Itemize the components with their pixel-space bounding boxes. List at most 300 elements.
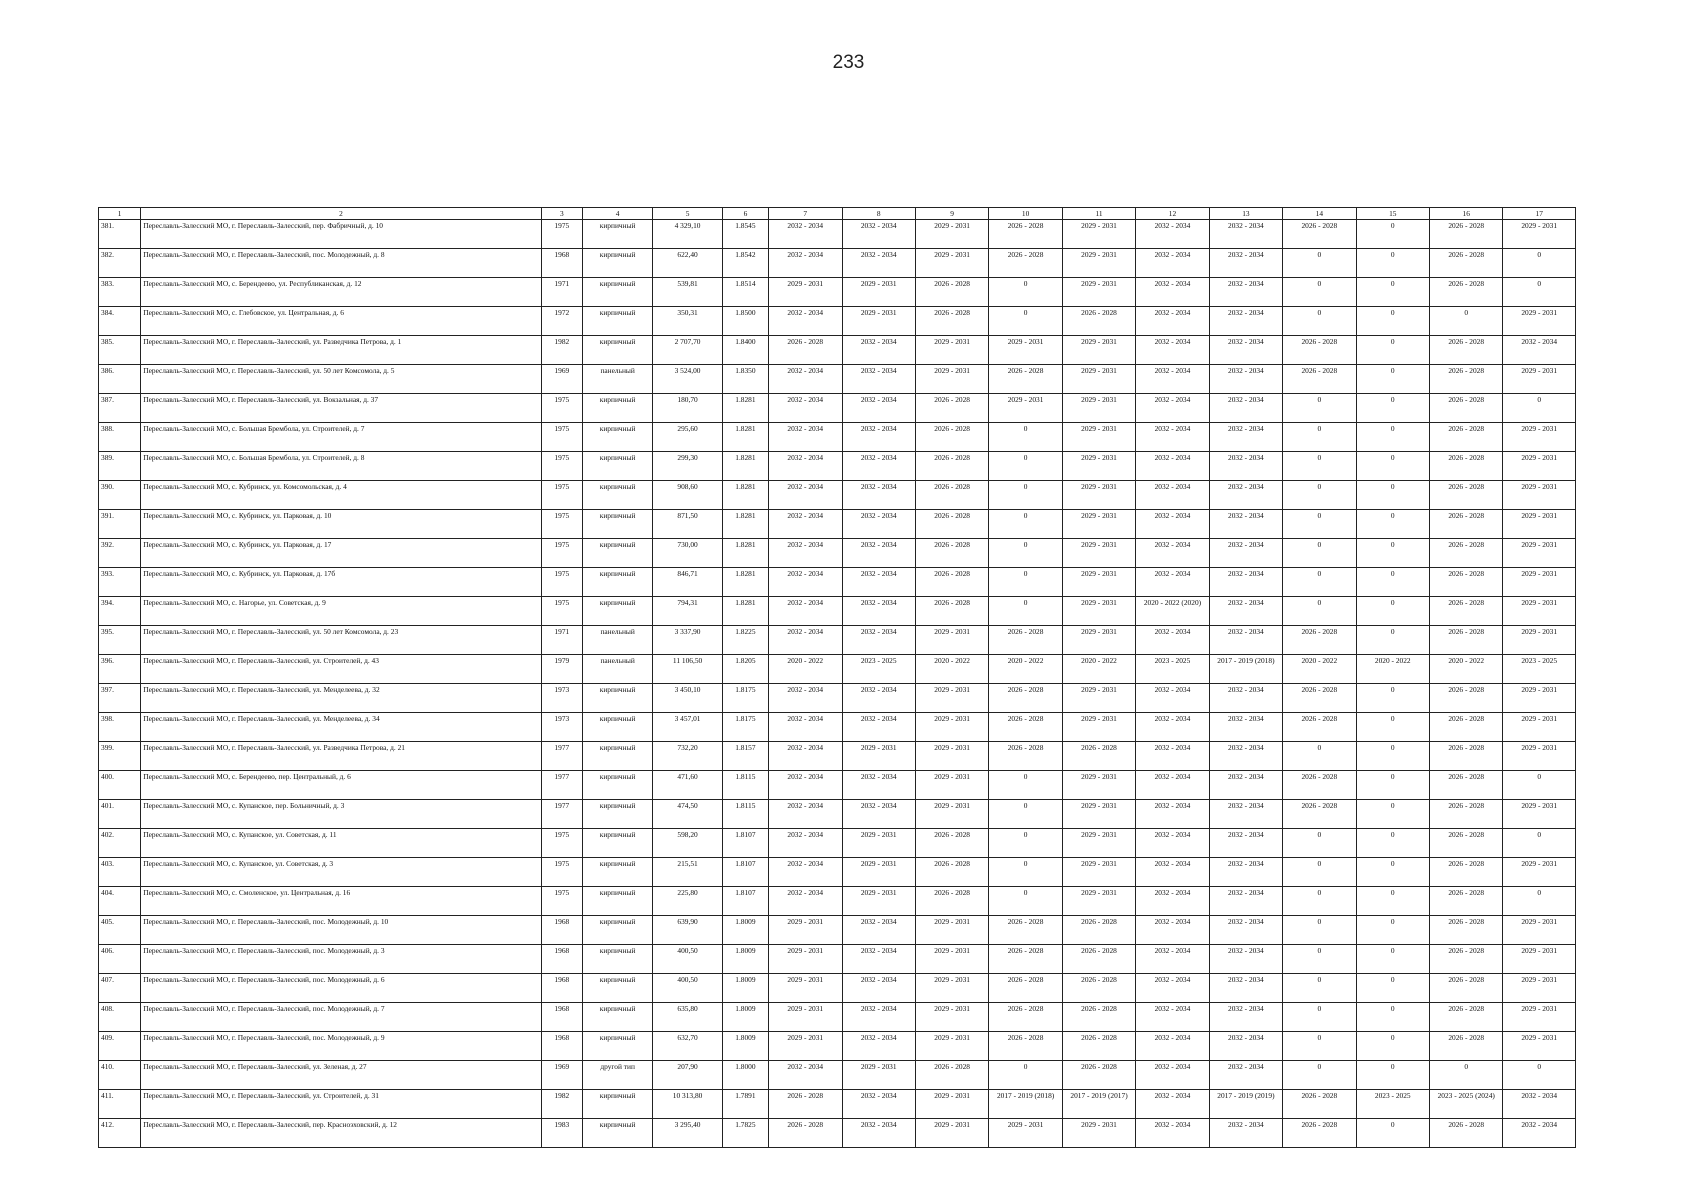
table-cell: 2026 - 2028 xyxy=(1062,307,1135,336)
table-row xyxy=(99,1032,1576,1061)
table-cell: 2032 - 2034 xyxy=(769,742,842,771)
table-cell: 2023 - 2025 xyxy=(1503,655,1576,684)
table-cell: 0 xyxy=(1283,568,1356,597)
table-cell: 0 xyxy=(1356,307,1429,336)
table-cell: 2026 - 2028 xyxy=(1283,220,1356,249)
table-cell: 2026 - 2028 xyxy=(769,336,842,365)
table-cell: 2026 - 2028 xyxy=(1283,1090,1356,1119)
table-cell: 2026 - 2028 xyxy=(1283,365,1356,394)
page-number: 233 xyxy=(832,52,865,73)
table-cell: 1.8514 xyxy=(722,278,768,307)
table-cell: 474,50 xyxy=(653,800,722,829)
table-cell: 2032 - 2034 xyxy=(769,423,842,452)
table-cell: кирпичный xyxy=(582,278,652,307)
table-cell: 2029 - 2031 xyxy=(1503,452,1576,481)
column-number-cell: 6 xyxy=(722,208,768,220)
table-cell: 2026 - 2028 xyxy=(769,1090,842,1119)
table-cell: 2029 - 2031 xyxy=(842,887,915,916)
table-cell: 1975 xyxy=(541,423,582,452)
table-cell: 2032 - 2034 xyxy=(1136,626,1209,655)
table-cell: 0 xyxy=(1503,394,1576,423)
table-cell: 2032 - 2034 xyxy=(1136,1003,1209,1032)
row-number-cell: 395. xyxy=(99,626,141,655)
address-cell: Переславль-Залесский МО, с. Купанское, пер. Больничный, д. 3 xyxy=(141,800,541,829)
table-cell: 2032 - 2034 xyxy=(769,1061,842,1090)
address-cell: Переславль-Залесский МО, с. Кубринск, ул. Парковая, д. 17 xyxy=(141,539,541,568)
column-number-cell: 3 xyxy=(541,208,582,220)
address-cell: Переславль-Залесский МО, г. Переславль-Залесский, пос. Молодежный, д. 10 xyxy=(141,916,541,945)
table-cell: 0 xyxy=(989,1061,1062,1090)
table-cell: кирпичный xyxy=(582,829,652,858)
table-cell: 2029 - 2031 xyxy=(1062,1119,1135,1148)
table-cell: 1975 xyxy=(541,394,582,423)
table-cell: 2029 - 2031 xyxy=(1503,1003,1576,1032)
table-row xyxy=(99,1061,1576,1090)
column-number-cell: 15 xyxy=(1356,208,1429,220)
table-cell: 2032 - 2034 xyxy=(769,539,842,568)
table-cell: 2029 - 2031 xyxy=(915,365,988,394)
table-cell: 2026 - 2028 xyxy=(915,1061,988,1090)
table-cell: кирпичный xyxy=(582,394,652,423)
column-number-cell: 2 xyxy=(141,208,541,220)
table-cell: 1.8545 xyxy=(722,220,768,249)
table-cell: 2026 - 2028 xyxy=(1430,1032,1503,1061)
address-cell: Переславль-Залесский МО, г. Переславль-Залесский, ул. 50 лет Комсомола, д. 5 xyxy=(141,365,541,394)
table-cell: 2032 - 2034 xyxy=(1136,220,1209,249)
table-cell: 1.8225 xyxy=(722,626,768,655)
table-cell: 2029 - 2031 xyxy=(1503,481,1576,510)
row-number-cell: 383. xyxy=(99,278,141,307)
table-cell: 632,70 xyxy=(653,1032,722,1061)
table-cell: кирпичный xyxy=(582,742,652,771)
address-cell: Переславль-Залесский МО, г. Переславль-Залесский, пос. Молодежный, д. 6 xyxy=(141,974,541,1003)
table-cell: панельный xyxy=(582,365,652,394)
table-cell: кирпичный xyxy=(582,1003,652,1032)
table-cell: 1.8107 xyxy=(722,858,768,887)
table-cell: 2029 - 2031 xyxy=(1062,568,1135,597)
table-cell: 2026 - 2028 xyxy=(1430,452,1503,481)
table-cell: 2032 - 2034 xyxy=(1209,684,1282,713)
table-cell: 2032 - 2034 xyxy=(1209,771,1282,800)
table-cell: 2026 - 2028 xyxy=(1062,742,1135,771)
table-cell: 1975 xyxy=(541,481,582,510)
table-cell: 2029 - 2031 xyxy=(1062,684,1135,713)
table-cell: 2026 - 2028 xyxy=(1062,916,1135,945)
table-cell: 2029 - 2031 xyxy=(1062,887,1135,916)
address-cell: Переславль-Залесский МО, с. Берендеево, пер. Центральный, д. 6 xyxy=(141,771,541,800)
table-cell: 2029 - 2031 xyxy=(1062,452,1135,481)
table-cell: 0 xyxy=(1283,1061,1356,1090)
table-cell: 1.8175 xyxy=(722,713,768,742)
table-cell: 2026 - 2028 xyxy=(1430,336,1503,365)
column-number-cell: 16 xyxy=(1430,208,1503,220)
table-cell: кирпичный xyxy=(582,481,652,510)
table-cell: кирпичный xyxy=(582,336,652,365)
table-cell: 1.8281 xyxy=(722,481,768,510)
table-cell: 0 xyxy=(1283,887,1356,916)
table-cell: 0 xyxy=(1503,771,1576,800)
table-row xyxy=(99,539,1576,568)
table-cell: 2032 - 2034 xyxy=(842,713,915,742)
table-cell: 1968 xyxy=(541,945,582,974)
table-row xyxy=(99,713,1576,742)
table-cell: 2026 - 2028 xyxy=(1430,887,1503,916)
column-number-cell: 4 xyxy=(582,208,652,220)
table-cell: 1968 xyxy=(541,916,582,945)
table-cell: 2032 - 2034 xyxy=(1136,858,1209,887)
table-cell: 2026 - 2028 xyxy=(915,858,988,887)
table-cell: 2032 - 2034 xyxy=(1136,1119,1209,1148)
table-cell: кирпичный xyxy=(582,1032,652,1061)
table-cell: 0 xyxy=(1503,829,1576,858)
table-cell: 0 xyxy=(1356,945,1429,974)
table-cell: 0 xyxy=(1356,626,1429,655)
table-cell: 1.8281 xyxy=(722,568,768,597)
table-cell: 2032 - 2034 xyxy=(1136,365,1209,394)
address-cell: Переславль-Залесский МО, с. Берендеево, ул. Республиканская, д. 12 xyxy=(141,278,541,307)
table-cell: кирпичный xyxy=(582,1119,652,1148)
table-cell: 2032 - 2034 xyxy=(1136,1032,1209,1061)
table-cell: кирпичный xyxy=(582,510,652,539)
table-cell: 2029 - 2031 xyxy=(1503,539,1576,568)
table-cell: 2029 - 2031 xyxy=(989,336,1062,365)
table-cell: 2029 - 2031 xyxy=(915,249,988,278)
table-cell: 2032 - 2034 xyxy=(842,1032,915,1061)
table-cell: 0 xyxy=(989,510,1062,539)
table-cell: 2032 - 2034 xyxy=(1136,887,1209,916)
table-cell: 2029 - 2031 xyxy=(1062,336,1135,365)
column-number-cell: 9 xyxy=(915,208,988,220)
table-cell: 2032 - 2034 xyxy=(769,858,842,887)
table-row xyxy=(99,1090,1576,1119)
table-cell: 2029 - 2031 xyxy=(1503,365,1576,394)
table-cell: 2 707,70 xyxy=(653,336,722,365)
table-cell: 2032 - 2034 xyxy=(1136,916,1209,945)
table-cell: 2032 - 2034 xyxy=(842,974,915,1003)
table-cell: 2029 - 2031 xyxy=(1503,916,1576,945)
table-cell: 2032 - 2034 xyxy=(1209,452,1282,481)
table-cell: 2032 - 2034 xyxy=(1209,916,1282,945)
table-cell: 2026 - 2028 xyxy=(915,307,988,336)
table-cell: 2017 - 2019 (2019) xyxy=(1209,1090,1282,1119)
table-cell: 0 xyxy=(1356,597,1429,626)
table-cell: 2026 - 2028 xyxy=(1430,510,1503,539)
table-cell: 2026 - 2028 xyxy=(1062,1032,1135,1061)
table-cell: 0 xyxy=(1356,568,1429,597)
row-number-cell: 397. xyxy=(99,684,141,713)
table-cell: 0 xyxy=(989,858,1062,887)
table-cell: 2029 - 2031 xyxy=(1062,800,1135,829)
table-cell: 2032 - 2034 xyxy=(1209,1061,1282,1090)
table-cell: 1.8350 xyxy=(722,365,768,394)
table-cell: 0 xyxy=(1356,684,1429,713)
table-cell: 2029 - 2031 xyxy=(1062,626,1135,655)
table-row xyxy=(99,597,1576,626)
table-cell: кирпичный xyxy=(582,974,652,1003)
table-cell: 0 xyxy=(1283,1032,1356,1061)
table-cell: 2026 - 2028 xyxy=(915,568,988,597)
table-cell: 299,30 xyxy=(653,452,722,481)
table-row xyxy=(99,452,1576,481)
table-cell: 2023 - 2025 xyxy=(842,655,915,684)
table-cell: 598,20 xyxy=(653,829,722,858)
table-cell: 0 xyxy=(1356,481,1429,510)
table-cell: 1.8009 xyxy=(722,1032,768,1061)
row-number-cell: 386. xyxy=(99,365,141,394)
table-cell: 2029 - 2031 xyxy=(1503,220,1576,249)
table-cell: 0 xyxy=(989,568,1062,597)
table-cell: 1975 xyxy=(541,220,582,249)
table-cell: 1982 xyxy=(541,1090,582,1119)
table-cell: 2029 - 2031 xyxy=(915,684,988,713)
table-row xyxy=(99,220,1576,249)
table-cell: 1968 xyxy=(541,1032,582,1061)
table-cell: 2029 - 2031 xyxy=(769,1032,842,1061)
table-cell: 2029 - 2031 xyxy=(1503,568,1576,597)
table-cell: 2029 - 2031 xyxy=(1062,249,1135,278)
table-cell: 2032 - 2034 xyxy=(1209,423,1282,452)
row-number-cell: 410. xyxy=(99,1061,141,1090)
table-cell: 2029 - 2031 xyxy=(915,336,988,365)
table-cell: 2026 - 2028 xyxy=(1430,916,1503,945)
table-cell: 2029 - 2031 xyxy=(1062,713,1135,742)
table-cell: 1973 xyxy=(541,713,582,742)
row-number-cell: 408. xyxy=(99,1003,141,1032)
address-cell: Переславль-Залесский МО, г. Переславль-Залесский, ул. Разведчика Петрова, д. 21 xyxy=(141,742,541,771)
table-cell: 2032 - 2034 xyxy=(842,568,915,597)
table-cell: 1971 xyxy=(541,278,582,307)
table-cell: 2026 - 2028 xyxy=(1430,829,1503,858)
table-cell: 0 xyxy=(1356,713,1429,742)
table-cell: 0 xyxy=(1356,1003,1429,1032)
table-cell: 2026 - 2028 xyxy=(1430,568,1503,597)
table-cell: 2032 - 2034 xyxy=(1136,742,1209,771)
row-number-cell: 404. xyxy=(99,887,141,916)
table-cell: 2032 - 2034 xyxy=(1503,1119,1576,1148)
table-cell: 2026 - 2028 xyxy=(989,626,1062,655)
table-cell: 2026 - 2028 xyxy=(1062,945,1135,974)
table-cell: 0 xyxy=(1283,394,1356,423)
address-cell: Переславль-Залесский МО, г. Переславль-Залесский, ул. Менделеева, д. 32 xyxy=(141,684,541,713)
table-cell: 2029 - 2031 xyxy=(1503,684,1576,713)
table-cell: 2026 - 2028 xyxy=(1430,220,1503,249)
row-number-cell: 382. xyxy=(99,249,141,278)
table-row xyxy=(99,307,1576,336)
table-cell: 2032 - 2034 xyxy=(1209,887,1282,916)
table-cell: 1973 xyxy=(541,684,582,713)
table-cell: 2032 - 2034 xyxy=(769,800,842,829)
table-cell: 1975 xyxy=(541,510,582,539)
table-cell: 2020 - 2022 xyxy=(1062,655,1135,684)
table-cell: 2029 - 2031 xyxy=(842,278,915,307)
table-cell: 2029 - 2031 xyxy=(915,1119,988,1148)
table-cell: 2026 - 2028 xyxy=(1430,771,1503,800)
table-cell: 2032 - 2034 xyxy=(842,481,915,510)
table-cell: 2026 - 2028 xyxy=(1430,1119,1503,1148)
table-cell: 0 xyxy=(1503,278,1576,307)
column-number-cell: 11 xyxy=(1062,208,1135,220)
table-cell: 2032 - 2034 xyxy=(1209,336,1282,365)
table-cell: 2029 - 2031 xyxy=(989,1119,1062,1148)
table-cell: 1.8205 xyxy=(722,655,768,684)
table-cell: 2032 - 2034 xyxy=(1209,394,1282,423)
table-cell: 2017 - 2019 (2017) xyxy=(1062,1090,1135,1119)
table-cell: 2029 - 2031 xyxy=(915,713,988,742)
table-cell: кирпичный xyxy=(582,539,652,568)
table-cell: 1.8115 xyxy=(722,800,768,829)
table-cell: кирпичный xyxy=(582,249,652,278)
table-cell: 2023 - 2025 (2024) xyxy=(1430,1090,1503,1119)
table-cell: 908,60 xyxy=(653,481,722,510)
table-cell: 732,20 xyxy=(653,742,722,771)
table-cell: кирпичный xyxy=(582,771,652,800)
table-cell: 3 450,10 xyxy=(653,684,722,713)
table-cell: кирпичный xyxy=(582,597,652,626)
table-cell: 2029 - 2031 xyxy=(769,278,842,307)
table-cell: 622,40 xyxy=(653,249,722,278)
table-cell: 2032 - 2034 xyxy=(1136,974,1209,1003)
table-cell: 0 xyxy=(1430,307,1503,336)
table-cell: 0 xyxy=(1356,249,1429,278)
table-cell: 2026 - 2028 xyxy=(1283,713,1356,742)
table-cell: 0 xyxy=(989,771,1062,800)
table-cell: 635,80 xyxy=(653,1003,722,1032)
table-cell: 2032 - 2034 xyxy=(769,249,842,278)
table-cell: 2032 - 2034 xyxy=(1503,336,1576,365)
table-row xyxy=(99,278,1576,307)
table-cell: 2032 - 2034 xyxy=(842,1090,915,1119)
address-cell: Переславль-Залесский МО, с. Кубринск, ул. Комсомольская, д. 4 xyxy=(141,481,541,510)
table-cell: 2026 - 2028 xyxy=(915,510,988,539)
row-number-cell: 409. xyxy=(99,1032,141,1061)
table-cell: 2032 - 2034 xyxy=(1136,307,1209,336)
table-cell: 2023 - 2025 xyxy=(1136,655,1209,684)
table-cell: 1.8281 xyxy=(722,452,768,481)
column-number-row xyxy=(99,208,1576,220)
table-cell: 3 457,01 xyxy=(653,713,722,742)
table-cell: 0 xyxy=(1283,974,1356,1003)
table-cell: кирпичный xyxy=(582,713,652,742)
column-number-cell: 14 xyxy=(1283,208,1356,220)
table-cell: 3 337,90 xyxy=(653,626,722,655)
table-cell: 2032 - 2034 xyxy=(1136,1061,1209,1090)
table-cell: 2032 - 2034 xyxy=(769,452,842,481)
table-cell: 2026 - 2028 xyxy=(1430,713,1503,742)
row-number-cell: 394. xyxy=(99,597,141,626)
table-cell: 2026 - 2028 xyxy=(989,742,1062,771)
table-cell: 2029 - 2031 xyxy=(769,974,842,1003)
table-cell: 0 xyxy=(1503,1061,1576,1090)
table-cell: 2032 - 2034 xyxy=(1209,249,1282,278)
table-cell: 2026 - 2028 xyxy=(989,974,1062,1003)
table-cell: 350,31 xyxy=(653,307,722,336)
row-number-cell: 400. xyxy=(99,771,141,800)
table-cell: 2032 - 2034 xyxy=(842,336,915,365)
row-number-cell: 393. xyxy=(99,568,141,597)
table-cell: 0 xyxy=(1283,916,1356,945)
table-cell: 0 xyxy=(1283,249,1356,278)
table-cell: 1968 xyxy=(541,974,582,1003)
table-cell: 2026 - 2028 xyxy=(989,684,1062,713)
table-cell: 400,50 xyxy=(653,945,722,974)
row-number-cell: 389. xyxy=(99,452,141,481)
table-cell: 2026 - 2028 xyxy=(1283,800,1356,829)
table-cell: 2029 - 2031 xyxy=(915,1032,988,1061)
table-cell: 2029 - 2031 xyxy=(1062,423,1135,452)
table-cell: 0 xyxy=(1283,307,1356,336)
table-cell: 0 xyxy=(989,481,1062,510)
table-cell: 2032 - 2034 xyxy=(842,249,915,278)
address-cell: Переславль-Залесский МО, г. Переславль-Залесский, ул. 50 лет Комсомола, д. 23 xyxy=(141,626,541,655)
column-number-cell: 8 xyxy=(842,208,915,220)
table-cell: 2026 - 2028 xyxy=(1062,1003,1135,1032)
address-cell: Переславль-Залесский МО, г. Переславль-Залесский, ул. Зеленая, д. 27 xyxy=(141,1061,541,1090)
table-cell: 2029 - 2031 xyxy=(1062,481,1135,510)
table-cell: 2026 - 2028 xyxy=(915,481,988,510)
table-cell: 225,80 xyxy=(653,887,722,916)
table-cell: 1.8107 xyxy=(722,887,768,916)
table-cell: 2029 - 2031 xyxy=(915,916,988,945)
table-cell: 1975 xyxy=(541,887,582,916)
table-cell: панельный xyxy=(582,626,652,655)
column-number-cell: 10 xyxy=(989,208,1062,220)
table-cell: 2020 - 2022 xyxy=(1356,655,1429,684)
table-cell: 1.7891 xyxy=(722,1090,768,1119)
table-row xyxy=(99,974,1576,1003)
table-cell: 2032 - 2034 xyxy=(1136,278,1209,307)
table-row xyxy=(99,800,1576,829)
row-number-cell: 406. xyxy=(99,945,141,974)
table-cell: 0 xyxy=(1356,974,1429,1003)
table-cell: 2029 - 2031 xyxy=(915,742,988,771)
table-cell: 0 xyxy=(1283,539,1356,568)
table-cell: 2026 - 2028 xyxy=(989,249,1062,278)
table-cell: 10 313,80 xyxy=(653,1090,722,1119)
address-cell: Переславль-Залесский МО, с. Купанское, ул. Советская, д. 3 xyxy=(141,858,541,887)
table-cell: 1.8281 xyxy=(722,510,768,539)
table-cell: 11 106,50 xyxy=(653,655,722,684)
table-cell: 4 329,10 xyxy=(653,220,722,249)
table-cell: 2029 - 2031 xyxy=(769,945,842,974)
table-cell: 0 xyxy=(1283,481,1356,510)
table-cell: кирпичный xyxy=(582,452,652,481)
table-cell: 0 xyxy=(989,452,1062,481)
table-cell: 2029 - 2031 xyxy=(915,626,988,655)
address-cell: Переславль-Залесский МО, г. Переславль-Залесский, пер. Красноэховский, д. 12 xyxy=(141,1119,541,1148)
table-cell: 0 xyxy=(989,800,1062,829)
table-cell: 2032 - 2034 xyxy=(1209,800,1282,829)
table-cell: 0 xyxy=(989,539,1062,568)
table-cell: 0 xyxy=(1356,742,1429,771)
table-row xyxy=(99,510,1576,539)
table-cell: 2026 - 2028 xyxy=(989,1003,1062,1032)
table-cell: 1.8542 xyxy=(722,249,768,278)
table-cell: 2032 - 2034 xyxy=(769,887,842,916)
table-cell: 2026 - 2028 xyxy=(1430,539,1503,568)
table-cell: 2023 - 2025 xyxy=(1356,1090,1429,1119)
table-cell: 2032 - 2034 xyxy=(1136,829,1209,858)
table-cell: 1977 xyxy=(541,742,582,771)
row-number-cell: 391. xyxy=(99,510,141,539)
table-cell: 2032 - 2034 xyxy=(1209,858,1282,887)
table-cell: 400,50 xyxy=(653,974,722,1003)
table-cell: 2032 - 2034 xyxy=(842,771,915,800)
table-cell: другой тип xyxy=(582,1061,652,1090)
row-number-cell: 398. xyxy=(99,713,141,742)
column-number-cell: 13 xyxy=(1209,208,1282,220)
table-cell: 2026 - 2028 xyxy=(1430,945,1503,974)
table-cell: 1.8115 xyxy=(722,771,768,800)
